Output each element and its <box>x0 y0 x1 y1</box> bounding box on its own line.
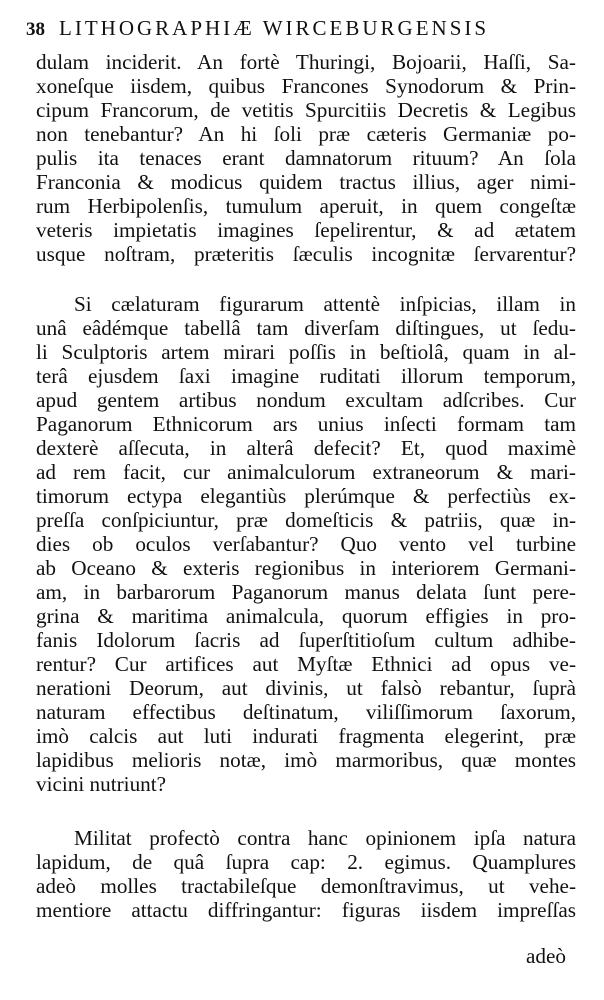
text-line: preſſa conſpiciuntur, præ domeſticis & patriis, quæ in- <box>36 508 576 532</box>
paragraph-3 <box>36 826 576 922</box>
running-title: LITHOGRAPHIÆ WIRCEBURGENSIS <box>59 16 490 40</box>
catchword: adeò <box>526 944 566 968</box>
paragraph-1 <box>36 50 576 266</box>
text-line: naturam effectibus deſtinatum, viliſſimorum ſaxorum, <box>36 700 576 724</box>
text-line: apud gentem artibus nondum excultam adſcribes. Cur <box>36 388 576 412</box>
text-line: pulis ita tenaces erant damnatorum rituum? An ſola <box>36 146 576 170</box>
text-line: nerationi Deorum, aut divinis, ut falsò rebantur, ſuprà <box>36 676 576 700</box>
text-line: rum Herbipolenſis, tumulum aperuit, in quem congeſtæ <box>36 194 576 218</box>
text-line: ad rem facit, cur animalculorum extraneorum & mari- <box>36 460 576 484</box>
text-line: vicini nutriunt? <box>36 772 167 796</box>
text-line: terâ ejusdem ſaxi imagine ruditati illorum temporum, <box>36 364 576 388</box>
text-line: rentur? Cur artifices aut Myſtæ Ethnici ad opus ve- <box>36 652 576 676</box>
text-line: veteris impietatis imagines ſepelirentur, & ad ætatem <box>36 218 576 242</box>
text-line: Paganorum Ethnicorum ars unius inſecti formam tam <box>36 412 576 436</box>
text-line: adeò molles tractabileſque demonſtravimus, ut vehe- <box>36 874 576 898</box>
text-line: timorum ectypa elegantiùs plerúmque & perfectiùs ex- <box>36 484 576 508</box>
text-line: Si cælaturam figurarum attentè inſpicias, illam in <box>74 292 576 316</box>
text-line: dies ob oculos verſabantur? Quo vento vel turbine <box>36 532 576 556</box>
text-line: lapidum, de quâ ſupra cap: 2. egimus. Quamplures <box>36 850 576 874</box>
text-line: am, in barbarorum Paganorum manus delata ſunt pere- <box>36 580 576 604</box>
text-line: ab Oceano & exteris regionibus in interiorem Germani- <box>36 556 576 580</box>
text-line: cipum Francorum, de vetitis Spurcitiis Decretis & Legibus <box>36 98 576 122</box>
text-line: mentiore attactu diffringantur: figuras iisdem impreſſas <box>36 898 576 922</box>
text-line: lapidibus melioris notæ, imò marmoribus, quæ montes <box>36 748 576 772</box>
text-line: Militat profectò contra hanc opinionem ipſa natura <box>74 826 576 850</box>
paragraph-2 <box>36 292 576 796</box>
text-line: dulam inciderit. An fortè Thuringi, Bojoarii, Haſſi, Sa- <box>36 50 576 74</box>
text-line: li Sculptoris artem mirari poſſis in beſtiolâ, quam in al- <box>36 340 576 364</box>
text-line: dexterè aſſecuta, in alterâ defecit? Et, quod maximè <box>36 436 576 460</box>
page-header <box>26 16 576 50</box>
text-line: xoneſque iisdem, quibus Francones Synodorum & Prin- <box>36 74 576 98</box>
text-line: non tenebantur? An hi ſoli præ cæteris Germaniæ po- <box>36 122 576 146</box>
text-line: grina & maritima animalcula, quorum effigies in pro- <box>36 604 576 628</box>
text-line: unâ eâdémque tabellâ tam diverſam diſtingues, ut ſedu- <box>36 316 576 340</box>
text-line: Franconia & modicus quidem tractus illius, ager nimi- <box>36 170 576 194</box>
text-line: fanis Idolorum ſacris ad ſuperſtitioſum cultum adhibe- <box>36 628 576 652</box>
text-line: usque noſtram, præteritis ſæculis incognitæ ſervarentur? <box>36 242 576 266</box>
page-number: 38 <box>26 19 45 40</box>
text-line: imò calcis aut luti indurati fragmenta elegerint, præ <box>36 724 576 748</box>
